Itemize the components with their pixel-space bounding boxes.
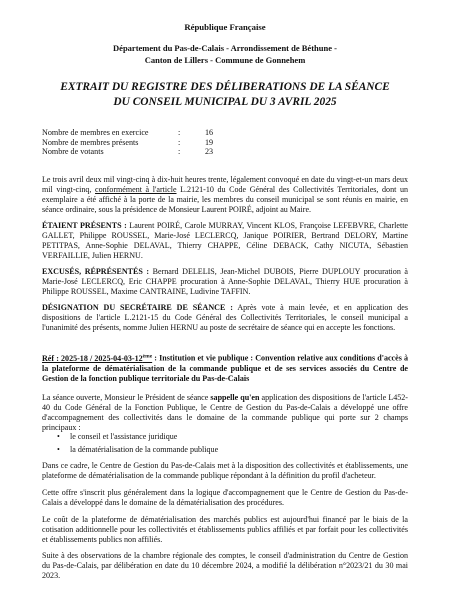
count-label: Nombre de membres en exercice [42,128,149,137]
intro-underlined-text: conformément à l'article [95,185,177,194]
excuses-label: EXCUSÉS, RÉPRÉSENTÉS : [42,267,150,276]
list-item-text: le conseil et l'assistance juridique [70,432,178,441]
count-value: 23 [205,147,214,157]
count-separator: : [178,137,181,147]
deliberation-ref-number: Réf : 2025-18 / 2025-04-03-12ème [42,353,153,363]
presents-list: Laurent POIRÉ, Carole MURRAY, Vincent KLOS, Françoise LEFEBVRE, Charlette GALLET, Philippe ROUSSEL, Marie-José LECLERCQ, Janique POIRIER, Bertrand DELORY, Martine PETITPAS, Anne-Sophie DELAVAL, Thierry CHAPPE, Céline DEBACK, Cathy NICUTA, Sébastien VERFAILLIE, Julien HERNU. [42,221,409,260]
secretaire-paragraph [42,303,408,333]
count-separator: : [178,147,181,157]
count-label: Nombre de membres présents [42,137,139,147]
count-value: 16 [205,128,214,137]
departement-line-1: Département du Pas-de-Calais - Arrondissement de Béthune - [113,43,337,53]
seance-text-1: La séance ouverte, Monsieur le Président de séance [42,393,211,402]
suite-paragraph: Suite à des observations de la chambre régionale des comptes, le conseil d'administration du Centre de Gestion du Pas-de-Calais, par délibération en date du 10 décembre 2024, a modifié la délibération n°2023/21 du 30 mai 2023. [42,551,408,580]
bullet-icon: • [57,444,60,454]
title-line-1: EXTRAIT DU REGISTRE DES DÉLIBERATIONS DE LA SÉANCE [60,81,390,93]
departement-heading [40,43,410,66]
secretaire-label: DÉSIGNATION DU SECRÉTAIRE DE SÉANCE : [42,303,233,312]
offre-paragraph: Cette offre s'inscrit plus généralement dans la logique d'accompagnement que le Centre de Gestion du Pas-de-Calais a développé dans le domaine de la dématérialisation des procédures. [42,488,408,507]
cadre-paragraph: Dans ce cadre, le Centre de Gestion du Pas-de-Calais met à la disposition des collectivités et établissements, une plateforme de dématérialisation de la commande publique répondant à la définition du profil d'acheteur. [42,461,408,480]
seance-text-2: application des dispositions de l'article L452-40 du Code Général de la Fonction Publique, le Centre de Gestion du Pas-de-Calais a développé une offre d'accompagnement des collectivités dans le domaine de la commande publique qui porte sur 2 champs principaux : [42,393,408,432]
list-item [42,431,408,444]
intro-text-1: Le trois avril deux mil vingt-cinq à dix-huit heures trente, légalement convoqué en date du vingt-et-un mars deux mil vingt-cinq, [42,175,408,194]
republique-heading: République Française [184,22,266,32]
list-item-text: la dématérialisation de la commande publique [70,444,219,454]
deliberation-subject: : Institution et vie publique : Convention relative aux conditions d'accès à la plateforme de dématérialisation de la commande publique et de ses services associés du Centre de Gestion de la fonction publique territoriale du Pas-de-Calais [42,353,408,383]
count-label: Nombre de votants [42,147,104,157]
document-title [25,80,425,110]
excuses-list: Bernard DELELIS, Jean-Michel DUBOIS, Pierre DUPLOUY procuration à Marie-José LECLERCQ, Eric CHAPPE procuration à Anne-Sophie DELAVAL, Thierry HUE procuration à Philippe ROUSSEL, Maxime CANTRAINE, Ludivine TAFFIN. [42,267,408,296]
cout-paragraph: Le coût de la plateforme de dématérialisation des marchés publics est aujourd'hui financé par le biais de la cotisation additionnelle pour les collectivités et établissements publics affiliés et par forfait pour les collectivités et établissements publics non affiliés. [42,515,408,544]
presents-label: ÉTAIENT PRÉSENTS : [42,221,127,230]
intro-paragraph [42,175,408,215]
intro-text-2: L.2121-10 du Code Général des Collectivités Territoriales, dont un exemplaire a été affiché à la porte de la mairie, les membres du conseil municipal se sont réunis en mairie, en séance ordinaire, sous la présidence de Monsieur Laurent POIRÉ, adjoint au Maire. [42,185,408,214]
deliberation-reference [42,351,408,384]
seance-bold-text: sappelle qu'en [210,393,260,402]
bullet-icon: • [57,432,60,441]
champs-list [42,431,408,456]
count-value: 19 [205,137,214,147]
count-separator: : [178,128,181,137]
presents-paragraph [42,221,408,261]
excuses-paragraph [42,267,408,297]
ref-superscript: ème [142,353,153,359]
list-item [42,444,408,457]
secretaire-text: Après vote à main levée, et en application des dispositions de l'article L.2121-15 du Code Général des Collectivités Territoriales, le conseil municipal a l'unanimité des présents, nomme Julien HERNU au poste de secrétaire de séance qui en accepte les fonctions. [42,303,409,332]
title-line-2: DU CONSEIL MUNICIPAL DU 3 AVRIL 2025 [113,96,337,108]
departement-line-2: Canton de Lillers - Commune de Gonnehem [144,54,306,65]
seance-paragraph [42,393,408,433]
